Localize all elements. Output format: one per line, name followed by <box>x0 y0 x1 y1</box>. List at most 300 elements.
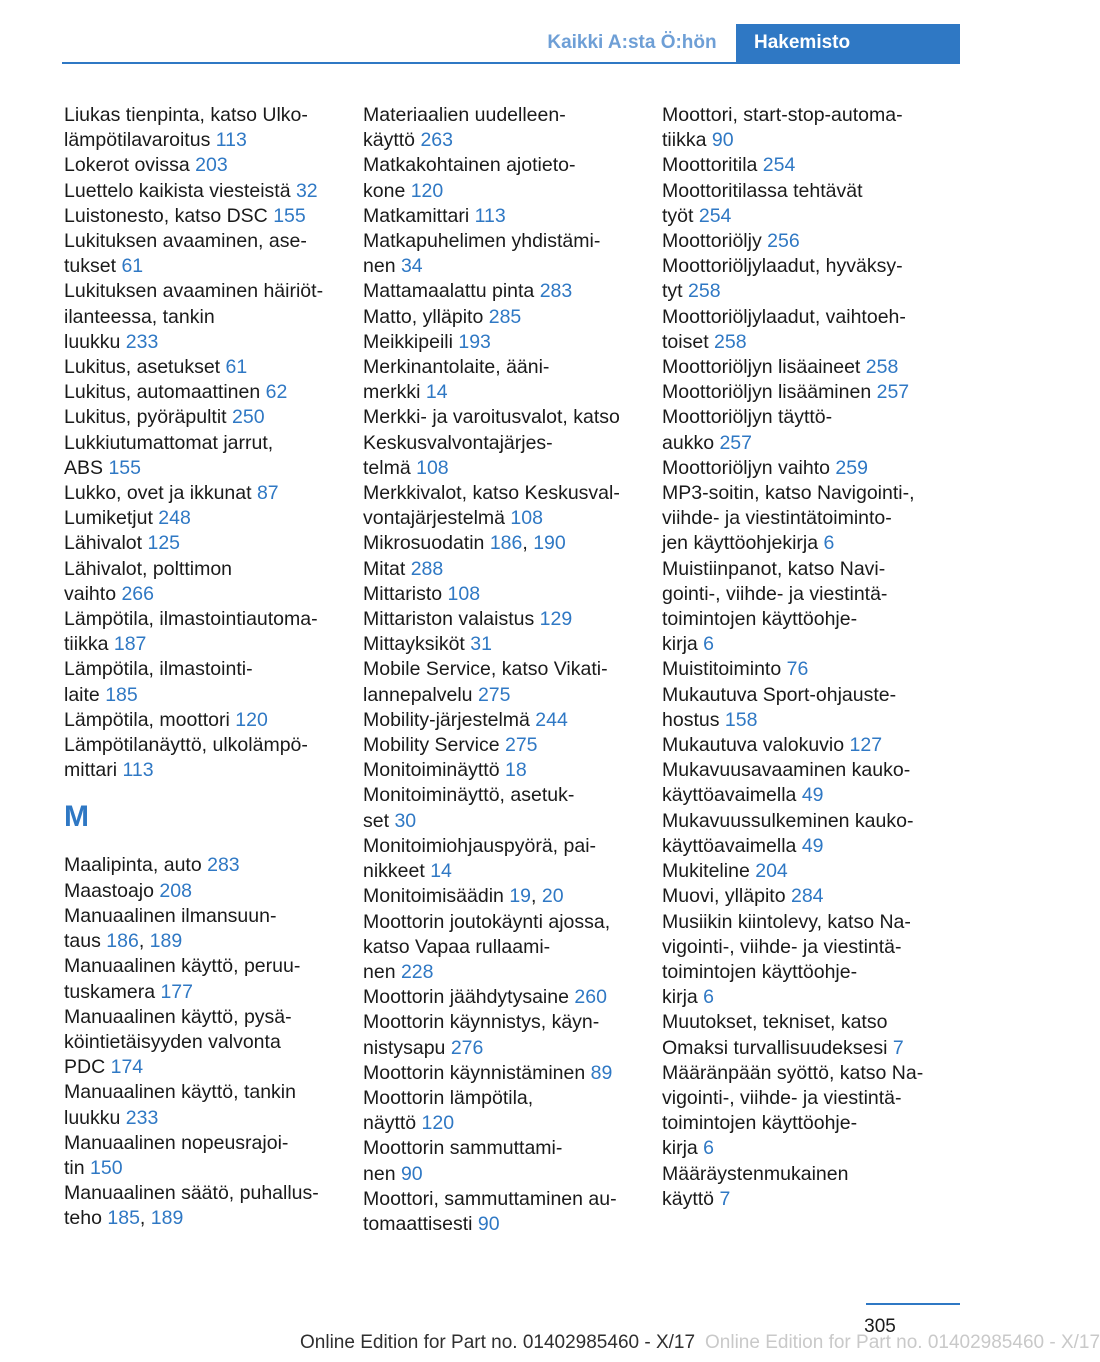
entry-line <box>662 859 952 884</box>
entry-line <box>64 456 339 481</box>
page-separator: , <box>522 532 534 555</box>
entry-text: gointi-, viihde- ja viestintä- <box>662 582 888 605</box>
entry-line <box>363 758 638 783</box>
page-link[interactable]: 120 <box>235 708 268 731</box>
entry-text: Lumiketjut <box>64 507 159 530</box>
page-link[interactable]: 108 <box>510 507 543 530</box>
entry-text: tiikka <box>64 633 114 656</box>
page-link[interactable]: 186 <box>489 532 523 555</box>
index-entry <box>64 531 339 556</box>
page-link[interactable]: 254 <box>762 154 796 177</box>
page-link[interactable]: 155 <box>108 456 141 479</box>
index-entry <box>363 355 638 405</box>
page-link[interactable]: 30 <box>394 809 417 832</box>
page-link[interactable]: 90 <box>400 1162 423 1185</box>
page-link[interactable]: 158 <box>724 708 758 731</box>
page-link[interactable]: 244 <box>535 708 568 731</box>
entry-text: Meikkipeili <box>363 330 459 353</box>
entry-text: Lukitus, asetukset <box>64 356 226 379</box>
index-entry <box>64 229 339 279</box>
entry-line <box>363 1212 638 1237</box>
page-link[interactable]: 266 <box>121 582 154 605</box>
entry-line <box>64 254 339 279</box>
page-link[interactable]: 257 <box>876 381 910 404</box>
index-entry <box>662 859 952 884</box>
entry-text: tyt <box>662 280 689 303</box>
entry-text: vaihto <box>64 582 122 605</box>
entry-text: köintietäisyyden valvonta <box>64 1030 281 1053</box>
entry-line <box>662 279 952 304</box>
page-link[interactable]: 113 <box>215 129 247 152</box>
entry-line <box>363 279 638 304</box>
entry-text: MP3-soitin, katso Navigointi-, <box>662 482 915 505</box>
page-link[interactable]: 113 <box>122 759 154 782</box>
index-entry <box>363 582 638 607</box>
entry-line <box>662 708 952 733</box>
entry-text: Mobility Service <box>363 734 505 757</box>
index-entry <box>363 103 638 153</box>
index-entry <box>64 153 339 178</box>
page-link[interactable]: 185 <box>105 683 138 706</box>
page-link[interactable]: 204 <box>755 860 788 883</box>
entry-text: Merkkivalot, katso Keskusval- <box>363 482 620 505</box>
entry-text: kone <box>363 179 411 202</box>
entry-text: Muistiinpanot, katso Navi- <box>662 557 886 580</box>
page-link[interactable]: 108 <box>416 456 449 479</box>
entry-line <box>662 204 952 229</box>
entry-line <box>363 708 638 733</box>
index-entry <box>662 355 952 380</box>
index-entry <box>662 657 952 682</box>
page-link[interactable]: 150 <box>90 1156 123 1179</box>
entry-text: Lukko, ovet ja ikkunat <box>64 482 257 505</box>
entry-text: Lämpötilanäyttö, ulkolämpö- <box>64 734 308 757</box>
page-link[interactable]: 6 <box>703 1137 715 1160</box>
page-link[interactable]: 288 <box>410 557 444 580</box>
index-entry <box>363 708 638 733</box>
entry-text: Manuaalinen käyttö, pysä- <box>64 1005 292 1028</box>
index-entry <box>662 884 952 909</box>
index-column-1 <box>64 103 339 1232</box>
entry-line <box>363 1036 638 1061</box>
index-entry <box>64 103 339 153</box>
page-link[interactable]: 49 <box>801 784 824 807</box>
entry-text: Moottoriöljy <box>662 230 768 253</box>
entry-line <box>363 1111 638 1136</box>
index-entry <box>662 809 952 859</box>
index-entry <box>662 153 952 178</box>
entry-line <box>64 405 339 430</box>
entry-text: Lukitus, automaattinen <box>64 381 266 404</box>
entry-text: Muutokset, tekniset, katso <box>662 1011 888 1034</box>
index-entry <box>64 733 339 783</box>
entry-text: tuskamera <box>64 980 161 1003</box>
page-link[interactable]: 259 <box>835 456 868 479</box>
entry-text: Manuaalinen käyttö, tankin <box>64 1081 296 1104</box>
footer-text: Online Edition for Part no. 01402985460 - X/17 <box>300 1332 696 1353</box>
entry-text: Moottoriöljyn lisääminen <box>662 381 877 404</box>
entry-text: käyttöavaimella <box>662 834 802 857</box>
entry-line <box>363 179 638 204</box>
entry-text: Monitoiminäyttö <box>363 759 505 782</box>
page-link[interactable]: 258 <box>865 356 899 379</box>
entry-text: kirja <box>662 1137 704 1160</box>
page-link[interactable]: 275 <box>504 734 538 757</box>
entry-text: mittari <box>64 759 123 782</box>
entry-text: työt <box>662 204 699 227</box>
entry-line <box>662 834 952 859</box>
entry-text: Materiaalien uudelleen- <box>363 104 566 126</box>
entry-text: Moottorin sammuttami- <box>363 1137 563 1160</box>
entry-text: ilanteessa, tankin <box>64 305 215 328</box>
entry-line <box>662 456 952 481</box>
index-entry <box>363 632 638 657</box>
entry-line <box>363 557 638 582</box>
entry-text: laite <box>64 683 106 706</box>
entry-text: Mitat <box>363 557 411 580</box>
page-link[interactable]: 260 <box>574 986 607 1009</box>
entry-text: Mukautuva valokuvio <box>662 734 850 757</box>
entry-text: Moottoriöljylaadut, hyväksy- <box>662 255 903 278</box>
page-link[interactable]: 108 <box>447 582 481 605</box>
entry-text: Luistonesto, katso DSC <box>64 204 274 227</box>
entry-line <box>64 355 339 380</box>
index-entry <box>64 279 339 355</box>
entry-line <box>662 229 952 254</box>
page-link[interactable]: 189 <box>150 1207 184 1230</box>
entry-line <box>64 708 339 733</box>
index-entry <box>662 733 952 758</box>
page-link[interactable]: 34 <box>400 255 423 278</box>
page-link[interactable]: 189 <box>149 930 183 953</box>
entry-text: vigointi-, viihde- ja viestintä- <box>662 1086 902 1109</box>
index-entry <box>363 153 638 203</box>
entry-text: kirja <box>662 633 704 656</box>
entry-text: Luettelo kaikista viesteistä <box>64 179 296 202</box>
entry-line <box>363 960 638 985</box>
index-entry <box>363 330 638 355</box>
page-link[interactable]: 254 <box>698 204 732 227</box>
entry-line <box>363 809 638 834</box>
page-link[interactable]: 275 <box>477 683 511 706</box>
index-entry <box>662 254 952 304</box>
entry-line <box>64 204 339 229</box>
entry-text: Manuaalinen ilmansuun- <box>64 904 277 927</box>
page-link[interactable]: 61 <box>225 356 248 379</box>
index-entry <box>363 1010 638 1060</box>
entry-text: Lähivalot <box>64 532 148 555</box>
index-entry <box>64 204 339 229</box>
page-link[interactable]: 62 <box>265 381 288 404</box>
entry-line <box>64 481 339 506</box>
entry-text: Lähivalot, polttimon <box>64 557 233 580</box>
entry-text: Moottorin lämpötila, <box>363 1086 534 1109</box>
index-entry <box>363 783 638 833</box>
page-link[interactable]: 285 <box>488 305 522 328</box>
entry-line <box>662 985 952 1010</box>
entry-line <box>662 330 952 355</box>
entry-text: Merkki- ja varoitusvalot, katso <box>363 406 620 429</box>
entry-text: Mukautuva Sport-ohjauste- <box>662 683 897 706</box>
page-link[interactable]: 190 <box>533 532 566 555</box>
page-link[interactable]: 14 <box>425 381 448 404</box>
page-link[interactable]: 7 <box>719 1187 731 1210</box>
page-link[interactable]: 20 <box>541 885 564 908</box>
index-entry <box>662 1061 952 1162</box>
entry-line <box>363 607 638 632</box>
page-link[interactable]: 155 <box>273 204 306 227</box>
page-link[interactable]: 185 <box>107 1207 140 1230</box>
index-entry <box>662 229 952 254</box>
entry-line <box>662 153 952 178</box>
index-column-2 <box>363 103 638 1237</box>
page-link[interactable]: 127 <box>849 734 883 757</box>
entry-text: Lukituksen avaaminen häiriöt- <box>64 280 324 303</box>
page-link[interactable]: 257 <box>719 431 752 454</box>
page-link[interactable]: 250 <box>232 406 265 429</box>
entry-text: Matto, ylläpito <box>363 305 489 328</box>
entry-line <box>662 884 952 909</box>
entry-line <box>662 355 952 380</box>
page-link[interactable]: 248 <box>158 507 191 530</box>
page-link[interactable]: 90 <box>477 1212 500 1235</box>
index-entry <box>363 229 638 279</box>
index-entry <box>662 1162 952 1212</box>
page-link[interactable]: 90 <box>711 129 734 152</box>
entry-line <box>662 431 952 456</box>
entry-line <box>64 1206 339 1231</box>
page-link[interactable]: 32 <box>295 179 318 202</box>
entry-line <box>64 531 339 556</box>
entry-line <box>662 1036 952 1061</box>
page-link[interactable]: 228 <box>400 960 434 983</box>
entry-text: Lämpötila, moottori <box>64 708 236 731</box>
entry-line <box>363 254 638 279</box>
page-link[interactable]: 125 <box>147 532 181 555</box>
entry-text: tiikka <box>662 129 712 152</box>
page-link[interactable]: 7 <box>892 1036 904 1059</box>
entry-text: Lämpötila, ilmastointiautoma- <box>64 608 318 631</box>
index-entry <box>64 708 339 733</box>
entry-line <box>363 204 638 229</box>
page-link[interactable]: 258 <box>714 330 747 353</box>
entry-line <box>662 783 952 808</box>
entry-text: käyttö <box>363 129 421 152</box>
entry-text: Manuaalinen nopeusrajoi- <box>64 1131 289 1154</box>
entry-text: teho <box>64 1207 108 1230</box>
index-entry <box>64 1131 339 1181</box>
entry-text: Moottori, start-stop-automa- <box>662 104 903 126</box>
index-entry <box>64 1181 339 1231</box>
entry-line <box>363 1162 638 1187</box>
index-entry <box>662 456 952 481</box>
entry-text: toimintojen käyttöohje- <box>662 960 858 983</box>
entry-text: Mukiteline <box>662 860 756 883</box>
entry-text: hostus <box>662 708 725 731</box>
entry-text: Matkapuhelimen yhdistämi- <box>363 230 601 253</box>
index-entry <box>363 1136 638 1186</box>
index-entry <box>64 481 339 506</box>
page-number: 305 <box>864 1316 896 1337</box>
entry-text: Moottorin käynnistys, käyn- <box>363 1011 600 1034</box>
page-separator: , <box>531 885 542 908</box>
page-link[interactable]: 19 <box>509 885 532 908</box>
page-link[interactable]: 129 <box>539 608 573 631</box>
entry-text: Monitoimisäädin <box>363 885 510 908</box>
index-entry <box>363 405 638 481</box>
entry-line <box>363 1061 638 1086</box>
tab-kaikki-a-o[interactable]: Kaikki A:sta Ö:hön <box>547 32 717 53</box>
page-link[interactable]: 120 <box>421 1112 455 1135</box>
entry-line <box>64 758 339 783</box>
index-entry <box>363 305 638 330</box>
entry-text: jen käyttöohjekirja <box>662 532 824 555</box>
entry-text: tin <box>64 1156 91 1179</box>
entry-text: Lämpötila, ilmastointi- <box>64 658 253 681</box>
page-link[interactable]: 89 <box>590 1061 613 1084</box>
entry-text: Manuaalinen käyttö, peruu- <box>64 955 301 978</box>
entry-text: Moottorin jäähdytysaine <box>363 986 575 1009</box>
page-link[interactable]: 263 <box>420 129 453 152</box>
index-entry <box>64 853 339 878</box>
index-entry <box>64 607 339 657</box>
entry-text: Moottoriöljyn lisäaineet <box>662 356 866 379</box>
entry-text: nen <box>363 1162 401 1185</box>
tab-hakemisto[interactable]: Hakemisto <box>736 24 960 62</box>
index-group-m <box>64 853 339 1231</box>
entry-text: Määränpään syöttö, katso Na- <box>662 1061 924 1084</box>
page-link[interactable]: 203 <box>195 154 228 177</box>
page-link[interactable]: 31 <box>470 633 492 656</box>
index-entry <box>363 557 638 582</box>
index-entry <box>363 910 638 986</box>
page-link[interactable]: 174 <box>110 1056 144 1079</box>
entry-line <box>64 632 339 657</box>
page-separator: , <box>139 1207 151 1230</box>
index-entry <box>363 607 638 632</box>
index-entry <box>662 380 952 405</box>
page-link[interactable]: 186 <box>106 930 139 953</box>
index-entry <box>662 557 952 658</box>
entry-line <box>363 859 638 884</box>
index-entry <box>363 758 638 783</box>
page-link[interactable]: 6 <box>703 986 715 1009</box>
entry-line <box>363 884 638 909</box>
entry-line <box>363 683 638 708</box>
entry-text: Mittayksiköt <box>363 633 471 656</box>
footer-rule <box>866 1303 960 1305</box>
page-link[interactable]: 87 <box>256 482 279 505</box>
entry-line <box>64 879 339 904</box>
page-link[interactable]: 276 <box>450 1036 484 1059</box>
page-link[interactable]: 6 <box>823 532 835 555</box>
entry-line <box>64 330 339 355</box>
entry-line <box>64 179 339 204</box>
entry-text: Liukas tienpinta, katso Ulko- <box>64 104 308 126</box>
index-entry <box>363 481 638 531</box>
entry-text: Monitoimiohjauspyörä, pai- <box>363 834 597 857</box>
entry-text: PDC <box>64 1056 111 1079</box>
page-link[interactable]: 6 <box>703 633 715 656</box>
entry-text: Määräystenmukainen <box>662 1162 849 1185</box>
entry-text: Moottorin käynnistäminen <box>363 1061 591 1084</box>
page-link[interactable]: 14 <box>430 860 452 883</box>
entry-text: Mikrosuodatin <box>363 532 490 555</box>
page-link[interactable]: 283 <box>207 854 240 877</box>
page-link[interactable]: 283 <box>539 280 573 303</box>
entry-text: lämpötilavaroitus <box>64 129 216 152</box>
entry-text: Mukavuusavaaminen kauko- <box>662 759 911 782</box>
page-link[interactable]: 76 <box>786 658 809 681</box>
entry-line <box>363 985 638 1010</box>
entry-text: Mattamaalattu pinta <box>363 280 540 303</box>
entry-text: nen <box>363 960 401 983</box>
entry-text: Moottoriöljyn vaihto <box>662 456 836 479</box>
entry-text: tomaattisesti <box>363 1212 478 1235</box>
entry-text: Keskusvalvontajärjes- <box>363 431 553 454</box>
entry-line <box>64 1106 339 1131</box>
page-link[interactable]: 113 <box>474 204 506 227</box>
page-link[interactable]: 193 <box>458 330 491 353</box>
entry-text: ABS <box>64 456 109 479</box>
entry-text: Maastoajo <box>64 879 160 902</box>
index-entry <box>363 834 638 884</box>
page-link[interactable]: 177 <box>160 980 193 1003</box>
page-link[interactable]: 120 <box>410 179 444 202</box>
page-link[interactable]: 49 <box>801 834 824 857</box>
entry-line <box>363 305 638 330</box>
entry-text: nistysapu <box>363 1036 451 1059</box>
entry-text: Matkamittari <box>363 204 475 227</box>
entry-text: Moottoritilassa tehtävät <box>662 179 863 202</box>
index-entry <box>662 305 952 355</box>
entry-text: Lokerot ovissa <box>64 154 196 177</box>
page-link[interactable]: 187 <box>113 633 147 656</box>
index-entry <box>363 733 638 758</box>
page-link[interactable]: 61 <box>121 255 144 278</box>
index-entry <box>64 506 339 531</box>
index-entry <box>363 1086 638 1136</box>
index-entry <box>64 431 339 481</box>
page-link[interactable]: 233 <box>125 1106 159 1129</box>
header-rule <box>62 62 960 64</box>
entry-text: Mittariston valaistus <box>363 608 540 631</box>
entry-line <box>64 582 339 607</box>
index-entry <box>662 683 952 733</box>
entry-text: näyttö <box>363 1112 422 1135</box>
entry-line <box>662 1187 952 1212</box>
entry-line <box>662 380 952 405</box>
entry-text: Maalipinta, auto <box>64 854 208 877</box>
page-link[interactable]: 18 <box>504 759 527 782</box>
entry-text: Lukitus, pyöräpultit <box>64 406 233 429</box>
entry-text: Lukituksen avaaminen, ase- <box>64 230 307 253</box>
index-entry <box>363 204 638 229</box>
page-link[interactable]: 284 <box>790 885 824 908</box>
page-link[interactable]: 256 <box>767 230 800 253</box>
entry-line <box>64 128 339 153</box>
entry-text: luukku <box>64 1106 126 1129</box>
entry-text: Matkakohtainen ajotieto- <box>363 154 576 177</box>
entry-line <box>64 683 339 708</box>
page-link[interactable]: 258 <box>688 280 721 303</box>
page-link[interactable]: 233 <box>125 330 159 353</box>
entry-text: Mukavuussulkeminen kauko- <box>662 809 914 832</box>
section-letter: M <box>64 800 89 834</box>
page-link[interactable]: 208 <box>159 879 192 902</box>
index-entry <box>363 279 638 304</box>
entry-line <box>64 980 339 1005</box>
